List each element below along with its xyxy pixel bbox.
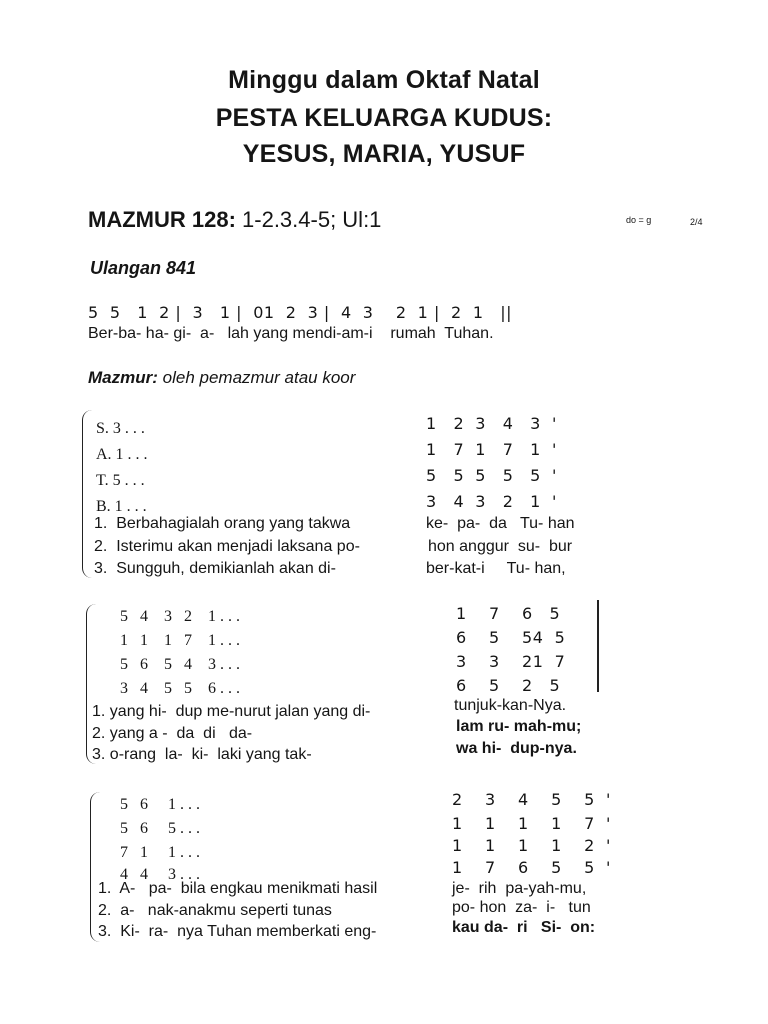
- voice-soprano: S. 3 . . .: [96, 420, 145, 437]
- key-signature: do = g: [626, 215, 652, 225]
- section1-end-notes-b: 3 4 3 2 1 ': [426, 492, 557, 511]
- psalm-heading: [88, 207, 381, 233]
- section1-verse-2: 2. Isterimu akan menjadi laksana po-: [94, 538, 360, 555]
- voice-tenor: T. 5 . . .: [96, 472, 145, 489]
- section3-verse-1-end: je- rih pa-yah-mu,: [452, 880, 587, 897]
- refrain-heading: Ulangan 841: [90, 258, 197, 278]
- section2-verse-3: 3. o-rang la- ki- laki yang tak-: [92, 746, 312, 763]
- psalm-label: MAZMUR 128:: [88, 207, 236, 232]
- section2-verse-2-end: lam ru- mah-mu;: [456, 718, 582, 735]
- section3-end-notes-t: 1 1 1 1 2 ': [452, 836, 611, 855]
- section1-verse-3-end: ber-kat-i Tu- han,: [426, 560, 566, 577]
- psalmody-label: Mazmur:: [88, 368, 158, 387]
- section2-end-notes-s: 1 7 6 5: [456, 604, 561, 623]
- section3-end-notes-b: 1 7 6 5 5 ': [452, 858, 611, 877]
- psalmody-note: [88, 368, 355, 388]
- voice-alto: A. 1 . . .: [96, 446, 148, 463]
- section1-end-notes-s: 1 2 3 4 3 ': [426, 414, 557, 433]
- refrain-lyrics: Ber-ba- ha- gi- a- lah yang mendi-am-i rumah Tuhan.: [88, 325, 494, 342]
- time-signature: 2/4: [690, 217, 703, 227]
- section2-barline: [597, 600, 599, 692]
- section1-end-notes-a: 1 7 1 7 1 ': [426, 440, 557, 459]
- section2-voice-b: 3 4 5 5 6 . . .: [120, 680, 240, 697]
- section1-verse-3: 3. Sungguh, demikianlah akan di-: [94, 560, 336, 577]
- section3-voice-a: 5 6 5 . . .: [120, 820, 200, 837]
- section2-verse-2: 2. yang a - da di da-: [92, 725, 253, 742]
- section1-verse-2-end: hon anggur su- bur: [428, 538, 573, 555]
- refrain-notes: 5 5 1 2 | 3 1 | 01 2 3 | 4 3 2 1 | 2 1 ||: [88, 303, 513, 322]
- section3-verse-1: 1. A- pa- bila engkau menikmati hasil: [98, 880, 378, 897]
- feast-title: PESTA KELUARGA KUDUS:: [215, 104, 553, 132]
- feast-subtitle: YESUS, MARIA, YUSUF: [242, 140, 526, 168]
- section2-verse-1: 1. yang hi- dup me-nurut jalan yang di-: [92, 703, 371, 720]
- section3-verse-2: 2. a- nak-anakmu seperti tunas: [98, 902, 332, 919]
- section3-end-notes-a: 1 1 1 1 7 ': [452, 814, 611, 833]
- section2-end-notes-b: 6 5 2 5: [456, 676, 561, 695]
- psalmody-performer: oleh pemazmur atau koor: [157, 368, 356, 387]
- section3-verse-3-end: kau da- ri Si- on:: [452, 919, 596, 936]
- section2-voice-s: 5 4 3 2 1 . . .: [120, 608, 240, 625]
- section2-voice-t: 5 6 5 4 3 . . .: [120, 656, 240, 673]
- liturgy-title: Minggu dalam Oktaf Natal: [228, 66, 540, 94]
- section3-voice-s: 5 6 1 . . .: [120, 796, 200, 813]
- section2-verse-3-end: wa hi- dup-nya.: [456, 740, 577, 757]
- section2-end-notes-a: 6 5 54 5: [456, 628, 566, 647]
- section2-voice-a: 1 1 1 7 1 . . .: [120, 632, 240, 649]
- section3-end-notes-s: 2 3 4 5 5 ': [452, 790, 611, 809]
- section1-verse-1-end: ke- pa- da Tu- han: [426, 515, 575, 532]
- section3-voice-t: 7 1 1 . . .: [120, 844, 200, 861]
- section3-verse-3: 3. Ki- ra- nya Tuhan memberkati eng-: [98, 923, 377, 940]
- section3-verse-2-end: po- hon za- i- tun: [452, 899, 591, 916]
- section2-end-notes-t: 3 3 21 7: [456, 652, 566, 671]
- section1-verse-1: 1. Berbahagialah orang yang takwa: [94, 515, 351, 532]
- section3-voice-b: 4 4 3 . . .: [120, 866, 200, 883]
- section2-verse-1-end: tunjuk-kan-Nya.: [454, 697, 567, 714]
- section1-end-notes-t: 5 5 5 5 5 ': [426, 466, 557, 485]
- voice-bass: B. 1 . . .: [96, 498, 147, 515]
- psalm-reference: 1-2.3.4-5; Ul:1: [235, 207, 382, 232]
